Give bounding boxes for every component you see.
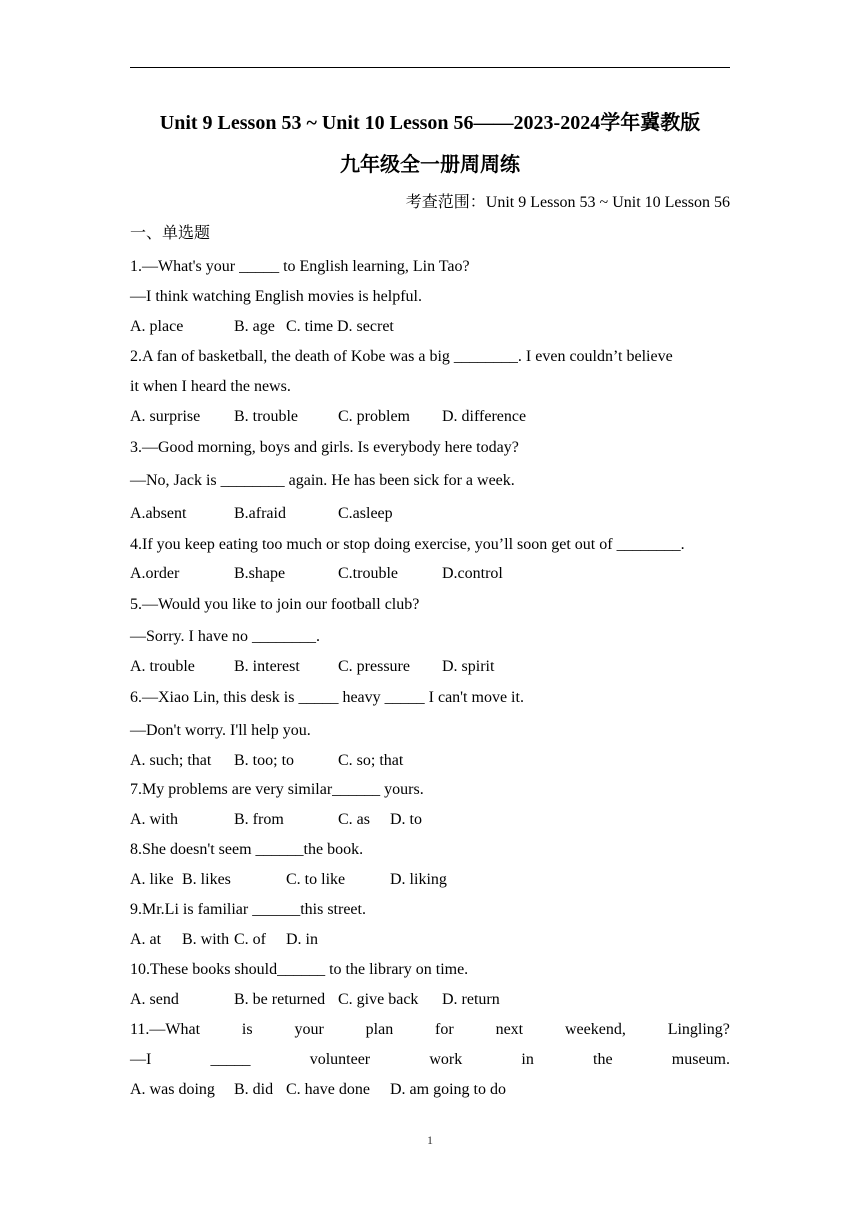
- option-a[interactable]: A. place: [130, 318, 184, 335]
- question-1-answer-line: —I think watching English movies is helpful.: [130, 288, 422, 305]
- option-c[interactable]: C.trouble: [338, 565, 398, 582]
- option-b[interactable]: B. did: [234, 1081, 274, 1098]
- option-a[interactable]: A. at: [130, 931, 162, 948]
- question-10-stem: 10.These books should______ to the library on time.: [130, 961, 469, 978]
- option-d[interactable]: D. spirit: [442, 658, 495, 675]
- option-b[interactable]: B.afraid: [234, 505, 286, 522]
- word: museum.: [671, 1051, 730, 1068]
- option-b[interactable]: B. from: [234, 811, 284, 828]
- option-b[interactable]: B. with: [182, 931, 230, 948]
- question-9-options: [130, 930, 730, 950]
- word: —I: [130, 1051, 152, 1068]
- option-c[interactable]: C. as: [338, 811, 370, 828]
- option-b[interactable]: B. trouble: [234, 408, 298, 425]
- question-10-options: [130, 990, 730, 1010]
- question-2-options: [130, 407, 730, 427]
- option-d[interactable]: D. am going to do: [390, 1081, 506, 1098]
- word: 11.—What: [130, 1021, 201, 1038]
- option-a[interactable]: A. like: [130, 871, 174, 888]
- option-a[interactable]: A. trouble: [130, 658, 195, 675]
- option-d[interactable]: D. secret: [337, 318, 394, 335]
- header-rule: [130, 67, 730, 68]
- option-c[interactable]: C. problem: [338, 408, 410, 425]
- word: next: [495, 1021, 524, 1038]
- option-b[interactable]: B. likes: [182, 871, 231, 888]
- word: weekend,: [564, 1021, 626, 1038]
- option-a[interactable]: A. was doing: [130, 1081, 215, 1098]
- word: is: [241, 1021, 253, 1038]
- option-b[interactable]: B. interest: [234, 658, 300, 675]
- word: _____: [210, 1051, 251, 1068]
- question-6-answer-line: —Don't worry. I'll help you.: [130, 722, 311, 739]
- page-number: 1: [427, 1133, 433, 1147]
- option-a[interactable]: A. with: [130, 811, 178, 828]
- question-7-stem: 7.My problems are very similar______ yours.: [130, 781, 424, 798]
- word: for: [435, 1021, 454, 1038]
- question-4-stem: 4.If you keep eating too much or stop doing exercise, you’ll soon get out of ________.: [130, 536, 685, 553]
- option-d[interactable]: D. return: [442, 991, 500, 1008]
- option-d[interactable]: D. difference: [442, 408, 527, 425]
- option-c[interactable]: C. of: [234, 931, 266, 948]
- word: in: [521, 1051, 534, 1068]
- question-8-stem: 8.She doesn't seem ______the book.: [130, 841, 364, 858]
- option-c[interactable]: C.asleep: [338, 505, 393, 522]
- question-4-options: [130, 564, 730, 584]
- option-d[interactable]: D. in: [286, 931, 318, 948]
- question-11-stem: [130, 1020, 730, 1040]
- option-c[interactable]: C. to like: [286, 871, 346, 888]
- word: Lingling?: [667, 1021, 730, 1038]
- question-3-stem: 3.—Good morning, boys and girls. Is everybody here today?: [130, 439, 519, 456]
- option-a[interactable]: A. such; that: [130, 752, 212, 769]
- question-6-options: [130, 751, 730, 771]
- option-a[interactable]: A. surprise: [130, 408, 201, 425]
- question-1-stem: 1.—What's your _____ to English learning, Lin Tao?: [130, 258, 470, 275]
- question-9-stem: 9.Mr.Li is familiar ______this street.: [130, 901, 366, 918]
- word: the: [593, 1051, 613, 1068]
- question-1-options: [130, 317, 730, 337]
- title-line-2: 九年级全一册周周练: [340, 154, 520, 176]
- question-8-options: [130, 870, 730, 890]
- question-5-options: [130, 657, 730, 677]
- option-c[interactable]: C. time: [286, 318, 334, 335]
- question-2-stem-cont: it when I heard the news.: [130, 378, 291, 395]
- option-c[interactable]: C. pressure: [338, 658, 410, 675]
- word: plan: [365, 1021, 394, 1038]
- question-11-options: [130, 1080, 730, 1100]
- option-a[interactable]: A.order: [130, 565, 180, 582]
- question-7-options: [130, 810, 730, 830]
- word: volunteer: [309, 1051, 371, 1068]
- option-c[interactable]: C. give back: [338, 991, 419, 1008]
- option-c[interactable]: C. so; that: [338, 752, 404, 769]
- section-heading: 一、单选题: [130, 225, 211, 242]
- option-c[interactable]: C. have done: [286, 1081, 370, 1098]
- question-6-stem: 6.—Xiao Lin, this desk is _____ heavy _____ I can't move it.: [130, 689, 524, 706]
- exam-scope: 考查范围：Unit 9 Lesson 53 ~ Unit 10 Lesson 56: [405, 194, 730, 211]
- question-5-stem: 5.—Would you like to join our football club?: [130, 596, 420, 613]
- option-a[interactable]: A. send: [130, 991, 179, 1008]
- title-line-1: Unit 9 Lesson 53 ~ Unit 10 Lesson 56——2023-2024学年冀教版: [159, 112, 701, 134]
- word: work: [429, 1051, 463, 1068]
- option-d[interactable]: D. to: [390, 811, 422, 828]
- option-b[interactable]: B. too; to: [234, 752, 295, 769]
- option-b[interactable]: B.shape: [234, 565, 286, 582]
- option-b[interactable]: B. be returned: [234, 991, 326, 1008]
- option-d[interactable]: D.control: [442, 565, 503, 582]
- question-2-stem: 2.A fan of basketball, the death of Kobe was a big ________. I even couldn’t believe: [130, 348, 673, 365]
- question-3-answer-line: —No, Jack is ________ again. He has been sick for a week.: [130, 472, 515, 489]
- question-3-options: [130, 504, 730, 524]
- word: your: [294, 1021, 324, 1038]
- option-a[interactable]: A.absent: [130, 505, 187, 522]
- question-5-answer-line: —Sorry. I have no ________.: [130, 628, 321, 645]
- question-11-answer-line: [130, 1050, 730, 1070]
- option-b[interactable]: B. age: [234, 318, 275, 335]
- option-d[interactable]: D. liking: [390, 871, 447, 888]
